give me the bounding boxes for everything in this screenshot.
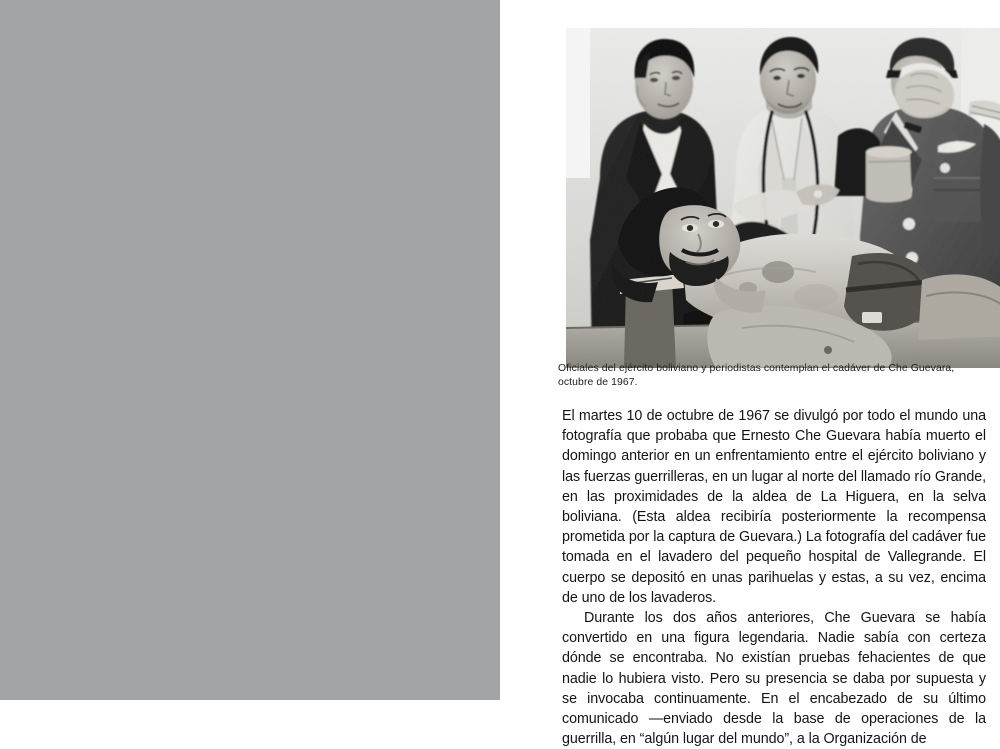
right-page [500, 0, 1000, 748]
photograph-image [566, 28, 1000, 368]
photograph-svg [566, 28, 1000, 368]
left-gray-panel [0, 0, 500, 700]
photograph-figure [566, 28, 1000, 368]
body-text [562, 406, 986, 749]
body-paragraph-2: Durante los dos años anteriores, Che Guevara se había convertido en una figura legendaria. Nadie sabía con certeza dónde se encontraba. No existían pruebas fehacientes de que nadie lo hubiera visto. Pero su presencia se daba por supuesta y se invocaba continuamente. En el encabezado de su último comunicado —enviado desde la base de operaciones de la guerrilla, en “algún lugar del mundo”, a la Organización de [562, 610, 986, 748]
body-paragraph-1: El martes 10 de octubre de 1967 se divulgó por todo el mundo una fotografía que probaba que Ernesto Che Guevara había muerto el domingo anterior en un enfrentamiento entre el ejército boliviano y las fuerzas guerrilleras, en un lugar al norte del llamado río Grande, en las proximidades de la aldea de La Higuera, en la selva boliviana. (Esta aldea recibiría posteriormente la recompensa prometida por la captura de Guevara.) La fotografía del cadáver fue tomada en el lavadero del pequeño hospital de Vallegrande. El cuerpo se depositó en unas parihuelas y estas, a su vez, encima de uno de los lavaderos. [562, 408, 986, 606]
photograph-caption: Oficiales del ejército boliviano y periodistas contemplan el cadáver de Che Guevara, octubre de 1967. [558, 363, 955, 389]
